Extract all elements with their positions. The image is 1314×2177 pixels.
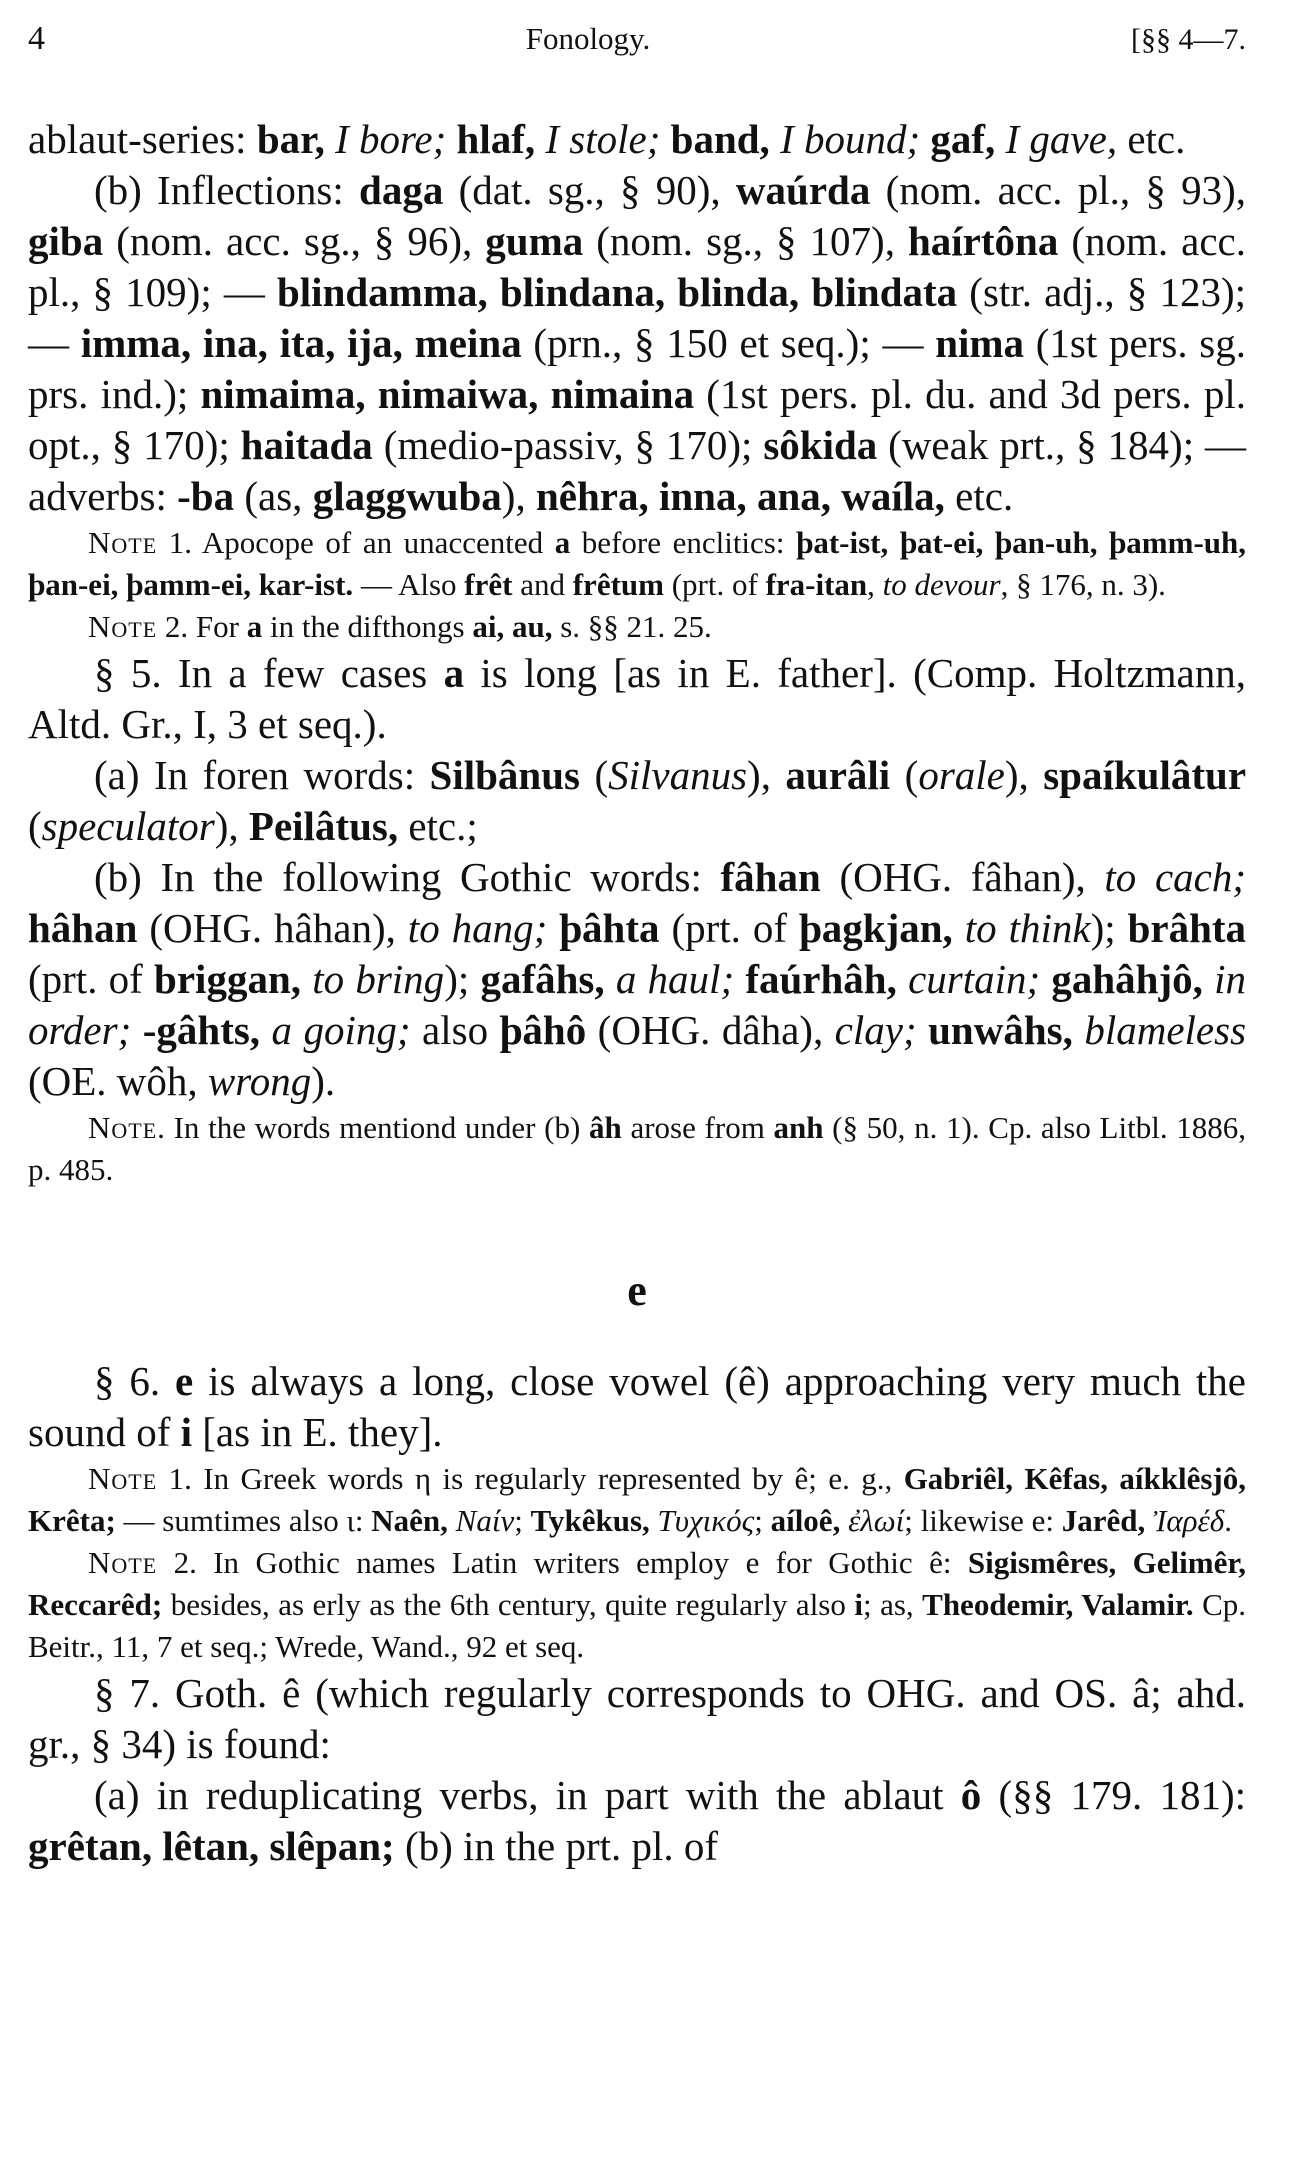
section-heading: e: [627, 1266, 647, 1315]
paragraph-p6: (a) In foren words: Silbânus (Silvanus), aurâli (orale), spaíkulâtur (speculator), Peilâtus, etc.;: [28, 752, 1247, 849]
running-head: [28, 20, 1246, 80]
note-paragraph-p4: Note 2. For a in the difthongs ai, au, s. §§ 21. 25.: [88, 609, 712, 644]
paragraph-p12: § 7. Goth. ê (which regularly corresponds to OHG. and OS. â; ahd. gr., § 34) is found:: [28, 1670, 1246, 1767]
note-paragraph-p10: Note 1. In Greek words η is regularly represented by ê; e. g., Gabriêl, Kêfas, aíkklêsjô, Krêta; — sumtimes also ι: Naên, Naίν; Tykêkus, Τυχικός; aíloê, ἐλωί; likewise e: Jarêd, Ἰαρέδ.: [28, 1461, 1246, 1538]
paragraph-p13: (a) in reduplicating verbs, in part with the ablaut ô (§§ 179. 181): grêtan, lêtan, slêpan; (b) in the prt. pl. of: [28, 1772, 1246, 1869]
paragraph-p7: (b) In the following Gothic words: fâhan (OHG. fâhan), to cach; hâhan (OHG. hâhan), to hang; þâhta (prt. of þagkjan, to think); brâhta (prt. of briggan, to bring); gafâhs, a haul; faúrhâh, curtain; gahâhjô, in order; -gâhts, a going; also þâhô (OHG. dâha), clay; unwâhs, blameless (OE. wôh, wrong).: [28, 854, 1247, 1104]
running-title: Fonology.: [525, 21, 651, 56]
note-paragraph-p8: Note. In the words mentiond under (b) âh arose from anh (§ 50, n. 1). Cp. also Litbl. 1886, p. 485.: [28, 1110, 1247, 1187]
paragraph-p2: (b) Inflections: daga (dat. sg., § 90), waúrda (nom. acc. pl., § 93), giba (nom. acc. sg., § 96), guma (nom. sg., § 107), haírtôna (nom. acc. pl., § 109); — blindamma, blindana, blinda, blindata (str. adj., § 123); — imma, ina, ita, ija, meina (prn., § 150 et seq.); — nima (1st pers. sg. prs. ind.); nimaima, nimaiwa, nimaina (1st pers. pl. du. and 3d pers. pl. opt., § 170); haitada (medio-passiv, § 170); sôkida (weak prt., § 184); — adverbs: -ba (as, glaggwuba), nêhra, inna, ana, waíla, etc.: [28, 167, 1247, 519]
paragraph-p9: § 6. e is always a long, close vowel (ê) approaching very much the sound of i [as in E. they].: [28, 1358, 1247, 1455]
body-text: [28, 114, 1246, 1872]
paragraph-p5: § 5. In a few cases a is long [as in E. father]. (Comp. Holtzmann, Altd. Gr., I, 3 et seq.).: [28, 650, 1247, 747]
page-number: 4: [28, 20, 45, 57]
note-paragraph-p11: Note 2. In Gothic names Latin writers employ e for Gothic ê: Sigismêres, Gelimêr, Reccarêd; besides, as erly as the 6th century, quite regularly also i; as, Theodemir, Valamir. Cp. Beitr., 11, 7 et seq.; Wrede, Wand., 92 et seq.: [28, 1545, 1246, 1664]
section-range: [§§ 4—7.: [1131, 23, 1246, 56]
paragraph-p1: ablaut-series: bar, I bore; hlaf, I stole; band, I bound; gaf, I gave, etc.: [28, 116, 1186, 162]
note-paragraph-p3: Note 1. Apocope of an unaccented a before enclitics: þat-ist, þat-ei, þan-uh, þamm-uh, þan-ei, þamm-ei, kar-ist. — Also frêt and frêtum (prt. of fra-itan, to devour, § 176, n. 3).: [28, 525, 1247, 602]
